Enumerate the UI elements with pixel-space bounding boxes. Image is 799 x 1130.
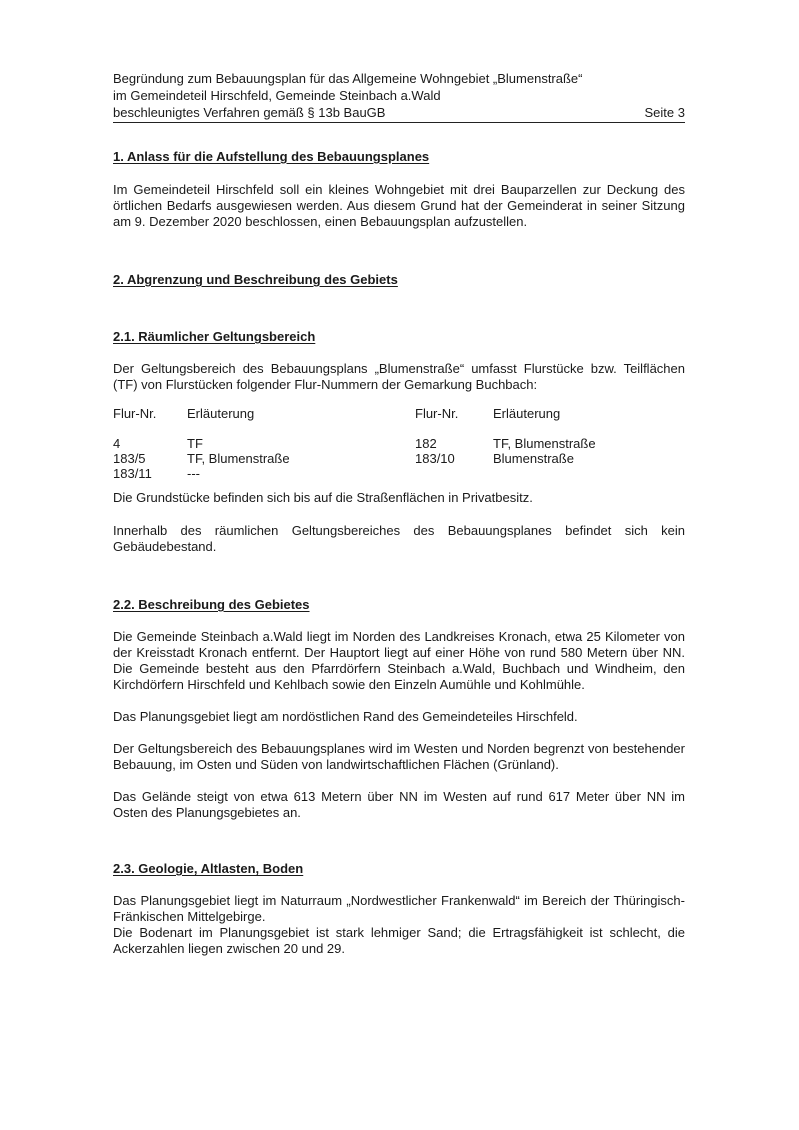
column-header-erlaeuterung: Erläuterung [493,406,561,421]
parcel-nr: 183/5 [113,451,146,466]
section-2-1-intro: Der Geltungsbereich des Bebauungsplans „Blumenstraße“ umfasst Flurstücke bzw. Teilflächen (TF) von Flurstücken folgender Flur-Nummern der Gemarkung Buchbach: [113,361,685,392]
parcel-table [113,406,685,484]
parcel-col-left-nr [113,406,156,481]
section-2-2-heading: 2.2. Beschreibung des Gebietes [113,597,310,612]
header-procedure-row [113,104,685,123]
parcel-nr: 182 [415,436,437,451]
section-2-2-para-2: Das Planungsgebiet liegt am nordöstlichen Rand des Gemeindeteiles Hirschfeld. [113,709,578,724]
header-location: im Gemeindeteil Hirschfeld, Gemeinde Steinbach a.Wald [113,88,441,103]
parcel-nr: 183/11 [113,466,152,481]
section-2-2-para-3: Der Geltungsbereich des Bebauungsplanes wird im Westen und Norden begrenzt von bestehender Bebauung, im Osten und Süden von landwirtschaftlichen Flächen (Grünland). [113,741,685,772]
section-2-1-heading: 2.1. Räumlicher Geltungsbereich [113,329,316,344]
header-title: Begründung zum Bebauungsplan für das Allgemeine Wohngebiet „Blumenstraße“ [113,71,583,86]
section-2-heading: 2. Abgrenzung und Beschreibung des Gebiets [113,272,398,287]
section-1-heading: 1. Anlass für die Aufstellung des Bebauungsplanes [113,149,430,164]
parcel-nr: 4 [113,436,121,451]
parcel-erl: TF, Blumenstraße [493,436,596,451]
page-header [113,70,685,123]
section-2-3-heading: 2.3. Geologie, Altlasten, Boden [113,861,304,876]
header-procedure: beschleunigtes Verfahren gemäß § 13b BauGB [113,105,386,120]
section-1-text: Im Gemeindeteil Hirschfeld soll ein kleines Wohngebiet mit drei Bauparzellen zur Deckung des örtlichen Bedarfs ausgewiesen werden. Aus diesem Grund hat der Gemeinderat in seiner Sitzung am 9. Dezember 2020 beschlossen, einen Bebauungsplan aufzustellen. [113,182,685,229]
parcel-col-right-erl [493,406,596,466]
parcel-erl: Blumenstraße [493,451,574,466]
parcel-erl: --- [187,466,200,481]
column-header-flur: Flur-Nr. [113,406,157,421]
document-page [113,70,685,957]
section-2-2-para-4: Das Gelände steigt von etwa 613 Metern über NN im Westen auf rund 617 Meter über NN im Osten des Planungsgebietes an. [113,789,685,820]
parcel-erl: TF [187,436,203,451]
parcel-nr: 183/10 [415,451,455,466]
section-2-2-para-1: Die Gemeinde Steinbach a.Wald liegt im Norden des Landkreises Kronach, etwa 25 Kilometer von der Kreisstadt Kronach entfernt. Der Hauptort liegt auf einer Höhe von rund 580 Metern über NN. Die Gemeinde besteht aus den Pfarrdörfern Steinbach a.Wald, Buchbach und Windheim, den Kirchdörfern Hirschfeld und Kehlbach sowie den Einzeln Aumühle und Kohlmühle. [113,629,685,692]
parcel-erl: TF, Blumenstraße [187,451,290,466]
section-2-1-ownership: Die Grundstücke befinden sich bis auf die Straßenflächen in Privatbesitz. [113,490,533,505]
parcel-col-left-erl [187,406,290,481]
page-number: Seite 3 [644,105,685,120]
section-2-1-buildings: Innerhalb des räumlichen Geltungsbereiches des Bebauungsplanes befindet sich kein Gebäudebestand. [113,523,685,554]
section-2-3-para-1: Das Planungsgebiet liegt im Naturraum „Nordwestlicher Frankenwald“ im Bereich der Thüringisch-Fränkischen Mittelgebirge. [113,893,685,924]
column-header-flur: Flur-Nr. [415,406,459,421]
parcel-col-right-nr [415,406,458,466]
section-2-3-para-2: Die Bodenart im Planungsgebiet ist stark lehmiger Sand; die Ertragsfähigkeit ist schlecht, die Ackerzahlen liegen zwischen 20 und 29. [113,925,685,956]
column-header-erlaeuterung: Erläuterung [187,406,255,421]
